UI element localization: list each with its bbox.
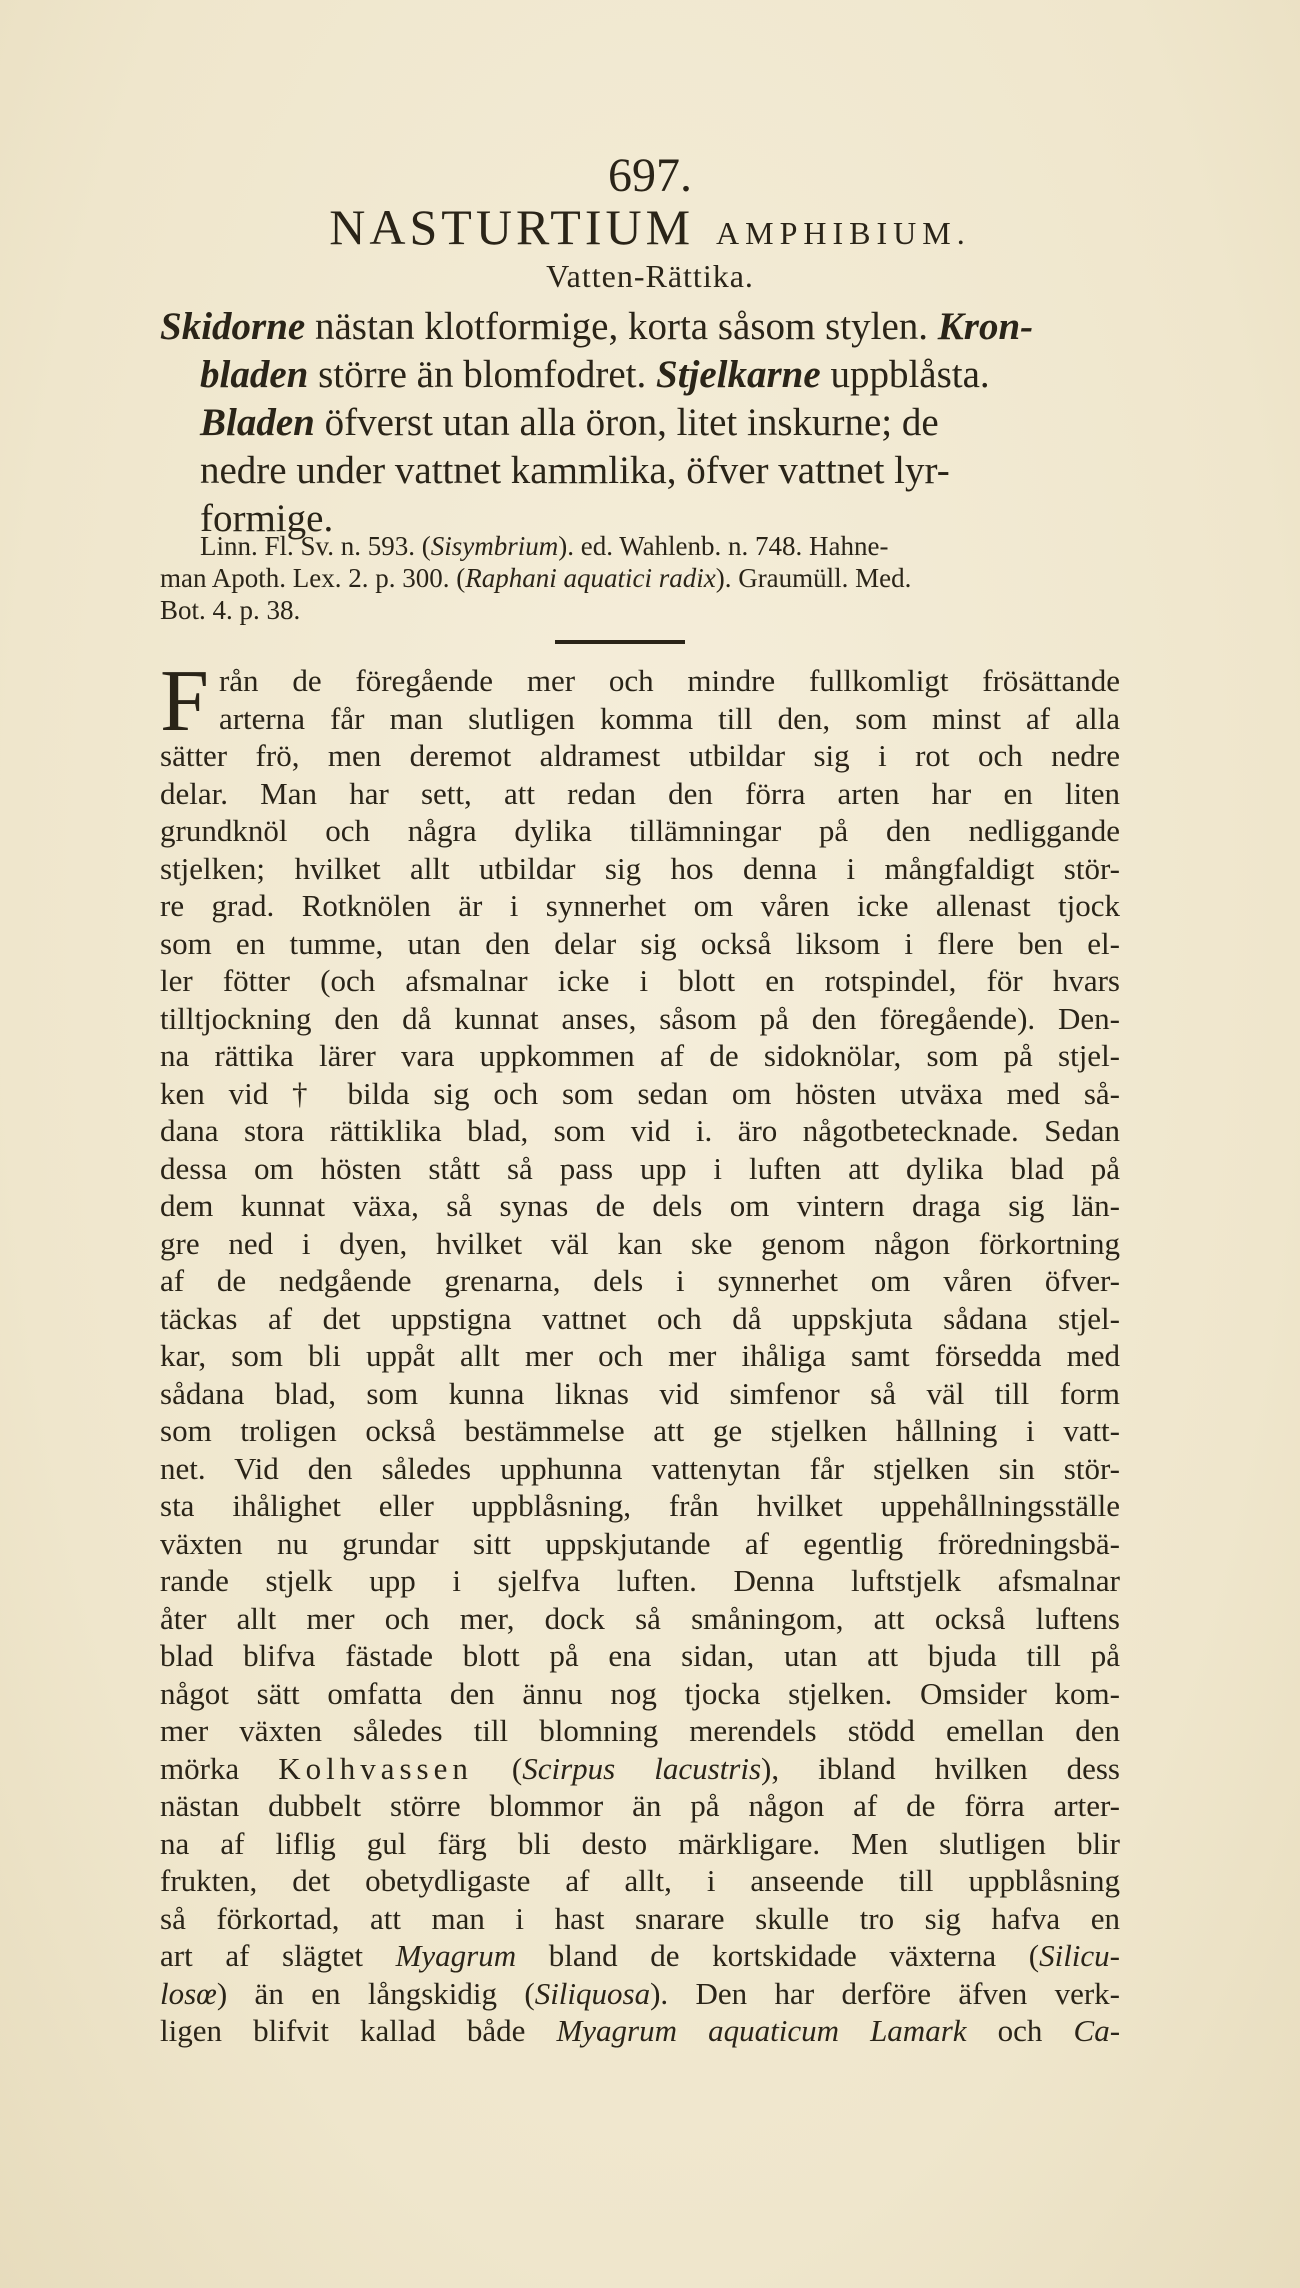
body-line: åter allt mer och mer, dock så småningom, att också luftens	[160, 1600, 1120, 1636]
body-line: som troligen också bestämmelse att ge stjelken hållning i vatt-	[160, 1413, 1120, 1448]
body-line: net. Vid den således upphunna vattenytan får stjelken sin stör-	[160, 1450, 1120, 1486]
body-line: ken vid † bilda sig och som sedan om hösten utväxa med så-	[160, 1075, 1120, 1111]
body-line: na rättika lärer vara uppkommen af de sidoknölar, som på stjel-	[160, 1038, 1120, 1073]
body-line: na af liflig gul färg bli desto märkligare. Men slutligen blir	[160, 1825, 1120, 1861]
body-line: tilltjockning den då kunnat anses, såsom på den föregående). Den-	[160, 1000, 1120, 1036]
diagnosis-line: nedre under vattnet kammlika, öfver vattnet lyr-	[200, 449, 950, 492]
body-line: gre ned i dyen, hvilket väl kan ske genom någon förkortning	[160, 1225, 1120, 1261]
body-line: mörka Kolhvassen (Scirpus lacustris), ibland hvilken dess	[160, 1750, 1121, 1786]
body-line: rån de föregående mer och mindre fullkomligt frösättande	[218, 663, 1120, 698]
body-line: dessa om hösten stått så pass upp i luften att dylika blad på	[160, 1150, 1120, 1186]
body-line: sådana blad, som kunna liknas vid simfenor så väl till form	[160, 1375, 1120, 1411]
references	[160, 530, 1120, 626]
body-line: ler fötter (och afsmalnar icke i blott en rotspindel, för hvars	[160, 963, 1120, 998]
reference-line: man Apoth. Lex. 2. p. 300. (Raphani aquatici radix). Graumüll. Med.	[160, 563, 912, 593]
body-line: sätter frö, men deremot aldramest utbildar sig i rot och nedre	[160, 738, 1120, 773]
diagnosis-line: bladen större än blomfodret. Stjelkarne uppblåsta.	[200, 353, 990, 396]
body-line: som en tumme, utan den delar sig också liksom i flere ben el-	[160, 925, 1120, 961]
diagnosis-line: Skidorne nästan klotformige, korta såsom stylen. Kron-	[160, 305, 1034, 348]
body-line: mer växten således till blomning merendels stödd emellan den	[160, 1713, 1120, 1748]
body-line: rande stjelk upp i sjelfva luften. Denna luftstjelk afsmalnar	[160, 1563, 1120, 1598]
page-number: 697.	[608, 149, 692, 202]
body-line: kar, som bli uppåt allt mer och mer ihåliga samt försedda med	[160, 1338, 1120, 1373]
body-line: stjelken; hvilket allt utbildar sig hos denna i mångfaldigt stör-	[160, 850, 1120, 886]
body-line: täckas af det uppstigna vattnet och då uppskjuta sådana stjel-	[160, 1300, 1120, 1336]
body-line: något sätt omfatta den ännu nog tjocka stjelken. Omsider kom-	[160, 1675, 1120, 1711]
body-line: växten nu grundar sitt uppskjutande af egentlig fröredningsbä-	[160, 1525, 1120, 1561]
body-line: frukten, det obetydligaste af allt, i anseende till uppblåsning	[160, 1863, 1120, 1898]
body-line: så förkortad, att man i hast snarare skulle tro sig hafva en	[160, 1900, 1120, 1936]
body-line: nästan dubbelt större blommor än på någon af de förra arter-	[160, 1788, 1120, 1823]
body-text	[160, 653, 1121, 2050]
body-line: grundknöl och några dylika tillämningar på den nedliggande	[160, 813, 1120, 848]
body-line: losœ) än en långskidig (Siliquosa). Den har derföre äfven verk-	[160, 1975, 1120, 2011]
body-line: re grad. Rotknölen är i synnerhet om våren icke allenast tjock	[160, 888, 1120, 923]
body-line: art af slägtet Myagrum bland de kortskidade växterna (Silicu-	[160, 1938, 1120, 1973]
body-lines	[160, 700, 1120, 1713]
body-lines	[160, 1787, 1120, 1937]
diagnosis-line: Bladen öfverst utan alla öron, litet inskurne; de	[200, 401, 939, 444]
body-line: dem kunnat växa, så synas de dels om vintern draga sig län-	[160, 1188, 1120, 1223]
species-title	[0, 198, 1300, 256]
genus-name: NASTURTIUM	[329, 199, 695, 255]
diagnosis-line: formige.	[200, 497, 334, 540]
common-name: Vatten-Rättika.	[546, 258, 754, 294]
section-divider	[555, 640, 685, 644]
drop-cap: F	[160, 653, 209, 750]
body-line: sta ihålighet eller uppblåsning, från hvilket uppehållningsställe	[160, 1488, 1120, 1523]
body-line: delar. Man har sett, att redan den förra arten har en liten	[160, 775, 1120, 811]
body-line: blad blifva fästade blott på ena sidan, utan att bjuda till på	[160, 1638, 1120, 1673]
reference-line: Linn. Fl. Sv. n. 593. (Sisymbrium). ed. Wahlenb. n. 748. Hahne-	[200, 531, 889, 561]
body-line: arterna får man slutligen komma till den, som minst af alla	[218, 700, 1120, 736]
body-line: ligen blifvit kallad både Myagrum aquaticum Lamark och Ca-	[160, 2013, 1121, 2048]
diagnosis	[160, 303, 1120, 543]
body-line: dana stora rättiklika blad, som vid i. äro någotbetecknade. Sedan	[160, 1113, 1120, 1148]
species-epithet: AMPHIBIUM.	[716, 215, 971, 251]
reference-line: Bot. 4. p. 38.	[160, 595, 301, 625]
body-line: af de nedgående grenarna, dels i synnerhet om våren öfver-	[160, 1263, 1120, 1298]
